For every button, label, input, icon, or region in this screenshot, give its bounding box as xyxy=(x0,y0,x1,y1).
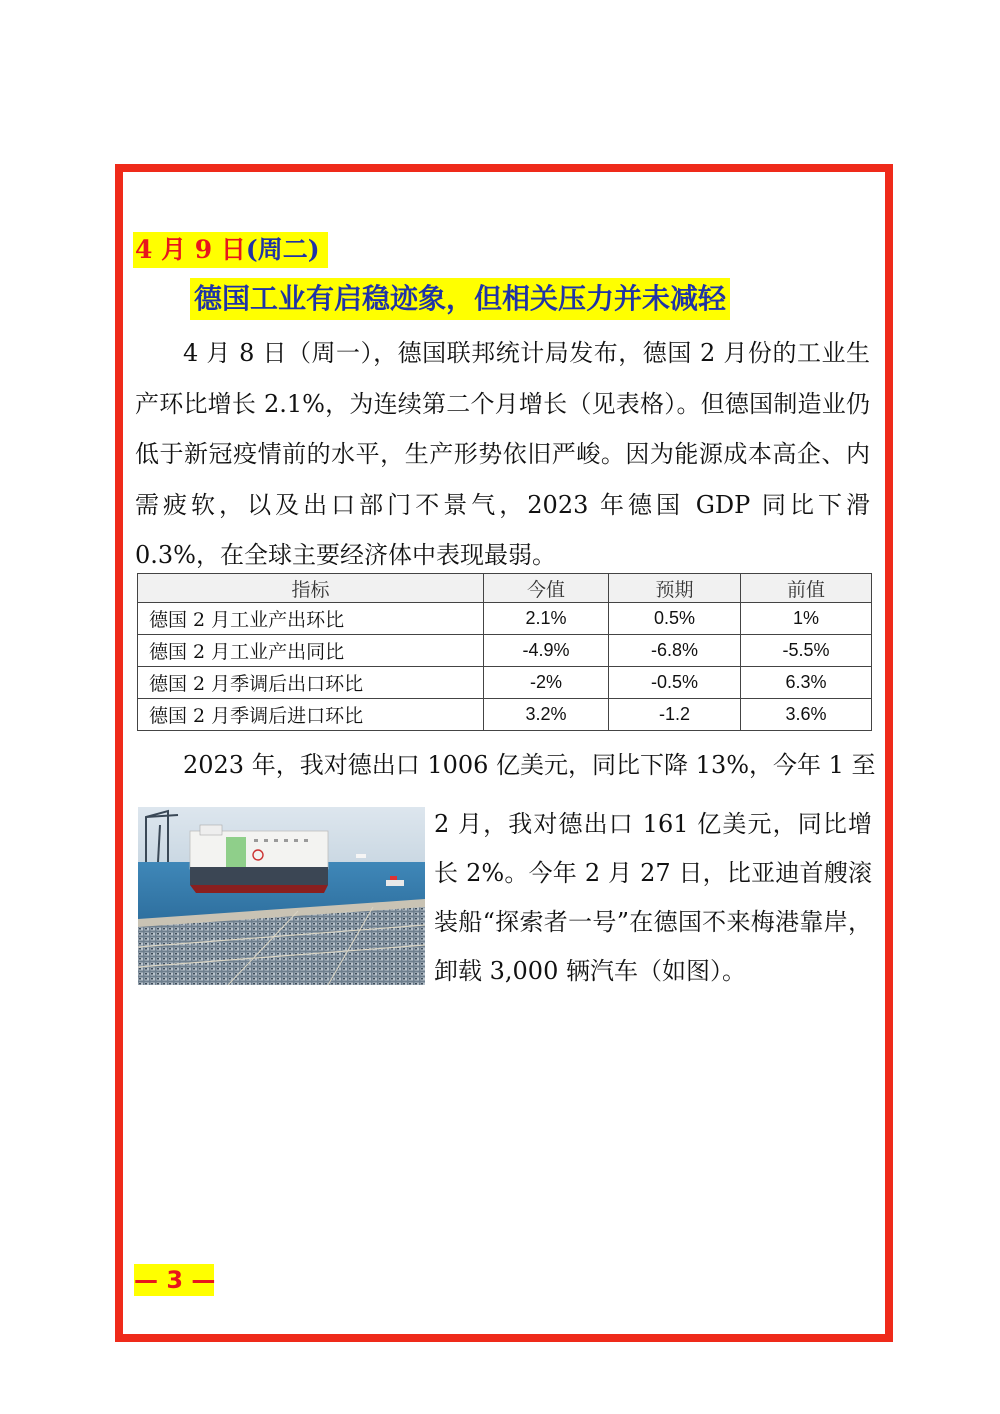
row-label: 德国 2 月工业产出环比 xyxy=(138,603,484,635)
actual-value: 3.2% xyxy=(484,699,609,731)
header-previous: 前值 xyxy=(741,574,872,603)
previous-value: -5.5% xyxy=(741,635,872,667)
row-label: 德国 2 月工业产出同比 xyxy=(138,635,484,667)
header-indicator: 指标 xyxy=(138,574,484,603)
paragraph-exports: 2023 年，我对德出口 1006 亿美元，同比下降 13%，今年 1 至 xyxy=(183,751,876,779)
weekday-text: (周二) xyxy=(245,235,320,264)
actual-value: 2.1% xyxy=(484,603,609,635)
paragraph-intro: 4 月 8 日（周一），德国联邦统计局发布，德国 2 月份的工业生产环比增长 2.1%，为连续第二个月增长（见表格）。但德国制造业仍低于新冠疫情前的水平，生产形势依旧严峻。因为能源成本高企、内需疲软，以及出口部门不景气，2023 年德国 GDP 同比下滑 0.3%，在全球主要经济体中表现最弱。 xyxy=(135,339,870,569)
previous-value: 1% xyxy=(741,603,872,635)
indicator-table xyxy=(137,573,872,731)
forecast-value: -1.2 xyxy=(609,699,741,731)
actual-value: -4.9% xyxy=(484,635,609,667)
date-text: 4 月 9 日 xyxy=(135,235,246,264)
forecast-value: 0.5% xyxy=(609,603,741,635)
page-number: — 3 — xyxy=(134,1266,216,1294)
previous-value: 6.3% xyxy=(741,667,872,699)
forecast-value: -6.8% xyxy=(609,635,741,667)
header-forecast: 预期 xyxy=(609,574,741,603)
table-row xyxy=(138,667,872,699)
table-header-row xyxy=(138,574,872,603)
actual-value: -2% xyxy=(484,667,609,699)
header-actual: 今值 xyxy=(484,574,609,603)
paragraph-byd-ship: 2 月，我对德出口 161 亿美元，同比增长 2%。今年 2 月 27 日，比亚迪首艘滚装船“探索者一号”在德国不来梅港靠岸，卸载 3,000 辆汽车（如图）。 xyxy=(434,810,872,985)
ship-port-photo xyxy=(138,807,425,985)
previous-value: 3.6% xyxy=(741,699,872,731)
row-label: 德国 2 月季调后进口环比 xyxy=(138,699,484,731)
article-headline: 德国工业有启稳迹象，但相关压力并未减轻 xyxy=(190,278,730,320)
table-row xyxy=(138,603,872,635)
table-row xyxy=(138,699,872,731)
row-label: 德国 2 月季调后出口环比 xyxy=(138,667,484,699)
date-tag xyxy=(133,232,328,268)
ro-ro-ship-illustration xyxy=(138,807,425,985)
table-row xyxy=(138,635,872,667)
forecast-value: -0.5% xyxy=(609,667,741,699)
